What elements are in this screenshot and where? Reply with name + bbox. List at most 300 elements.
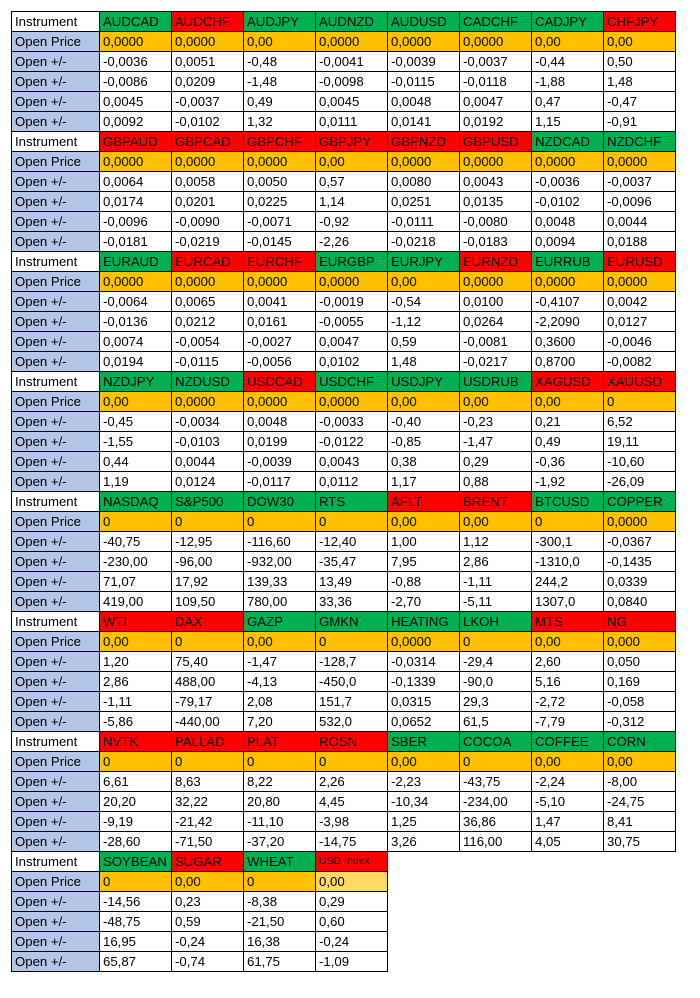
open-price-value: 0,0000 [316, 392, 388, 412]
open-change-value: -2,24 [532, 772, 604, 792]
open-change-value: 0,0194 [100, 352, 172, 372]
open-change-value: -0,45 [100, 412, 172, 432]
open-change-value: 0,38 [388, 452, 460, 472]
open-change-row [12, 292, 676, 312]
instrument-row [12, 732, 676, 752]
open-change-value: -440,00 [172, 712, 244, 732]
open-change-value: 17,92 [172, 572, 244, 592]
open-change-value: -0,0117 [244, 472, 316, 492]
open-price-value: 0 [460, 632, 532, 652]
instrument-name: NZDJPY [100, 372, 172, 392]
open-change-value: 0,0161 [244, 312, 316, 332]
instrument-name: COCOA [460, 732, 532, 752]
open-price-value: 0,0000 [460, 152, 532, 172]
instrument-name: AUDCHF [172, 12, 244, 32]
open-price-value: 0 [172, 752, 244, 772]
empty-cell [532, 852, 604, 872]
instrument-name: DAX [172, 612, 244, 632]
open-change-value: 5,16 [532, 672, 604, 692]
open-change-label: Open +/- [12, 212, 100, 232]
open-change-value: 1,47 [532, 812, 604, 832]
open-change-value: 0,0264 [460, 312, 532, 332]
open-change-row [12, 692, 676, 712]
open-price-value: 0 [100, 872, 172, 892]
instrument-name: GBPCAD [172, 132, 244, 152]
open-change-value: -0,24 [172, 932, 244, 952]
instrument-label: Instrument [12, 12, 100, 32]
open-price-value: 0,0000 [604, 272, 676, 292]
open-change-value: -2,70 [388, 592, 460, 612]
open-change-value: 0,29 [460, 452, 532, 472]
open-change-value: -1,09 [316, 952, 388, 972]
open-change-value: 1307,0 [532, 592, 604, 612]
open-change-value: 0,0199 [244, 432, 316, 452]
open-change-value: -0,0080 [460, 212, 532, 232]
open-price-value: 0,0000 [244, 272, 316, 292]
open-change-value: 0,0225 [244, 192, 316, 212]
instrument-label: Instrument [12, 372, 100, 392]
open-change-value: 0,0111 [316, 112, 388, 132]
open-change-value: -43,75 [460, 772, 532, 792]
open-change-row [12, 232, 676, 252]
open-price-value: 0,0000 [532, 272, 604, 292]
open-change-value: 0,0042 [604, 292, 676, 312]
open-change-value: 0,0043 [316, 452, 388, 472]
open-change-value: 1,19 [100, 472, 172, 492]
open-price-label: Open Price [12, 272, 100, 292]
open-change-value: 0,0209 [172, 72, 244, 92]
open-change-value: 6,61 [100, 772, 172, 792]
open-price-label: Open Price [12, 512, 100, 532]
open-change-value: -2,72 [532, 692, 604, 712]
open-change-value: 61,5 [460, 712, 532, 732]
open-change-value: -2,2090 [532, 312, 604, 332]
open-price-value: 0,00 [100, 392, 172, 412]
instrument-name: EURRUB [532, 252, 604, 272]
open-price-value: 0,0000 [388, 152, 460, 172]
open-change-value: -0,0034 [172, 412, 244, 432]
open-change-label: Open +/- [12, 552, 100, 572]
instrument-name: EURJPY [388, 252, 460, 272]
open-change-value: -0,0090 [172, 212, 244, 232]
open-change-value: -0,40 [388, 412, 460, 432]
instrument-name: EURGBP [316, 252, 388, 272]
open-change-value: -230,00 [100, 552, 172, 572]
open-change-label: Open +/- [12, 292, 100, 312]
open-change-row [12, 172, 676, 192]
open-price-row [12, 32, 676, 52]
empty-cell [460, 932, 532, 952]
instrument-name: EURCAD [172, 252, 244, 272]
instrument-name: GBPAUD [100, 132, 172, 152]
instrument-name: CORN [604, 732, 676, 752]
open-change-value: -0,0086 [100, 72, 172, 92]
open-change-value: 1,17 [388, 472, 460, 492]
open-change-value: 13,49 [316, 572, 388, 592]
open-change-value: 0,50 [604, 52, 676, 72]
instrument-name: NZDCAD [532, 132, 604, 152]
open-change-value: -0,48 [244, 52, 316, 72]
open-price-row [12, 152, 676, 172]
open-change-value: -79,17 [172, 692, 244, 712]
open-change-value: -0,92 [316, 212, 388, 232]
instrument-name: HEATING [388, 612, 460, 632]
instrument-name: COFFEE [532, 732, 604, 752]
open-change-row [12, 352, 676, 372]
empty-cell [604, 852, 676, 872]
open-change-value: 0,8700 [532, 352, 604, 372]
open-change-value: 151,7 [316, 692, 388, 712]
open-change-value: -0,0367 [604, 532, 676, 552]
open-price-value: 0,0000 [460, 32, 532, 52]
instrument-name: EURUSD [604, 252, 676, 272]
open-change-label: Open +/- [12, 52, 100, 72]
open-change-value: 139,33 [244, 572, 316, 592]
open-change-value: 0,57 [316, 172, 388, 192]
open-change-label: Open +/- [12, 692, 100, 712]
open-change-value: 0,0188 [604, 232, 676, 252]
instrument-label: Instrument [12, 732, 100, 752]
open-change-value: 0,0251 [388, 192, 460, 212]
open-change-value: -0,85 [388, 432, 460, 452]
open-change-value: 4,45 [316, 792, 388, 812]
empty-cell [460, 852, 532, 872]
open-change-label: Open +/- [12, 572, 100, 592]
open-price-value: 0 [100, 752, 172, 772]
open-change-row [12, 812, 676, 832]
open-price-value: 0,00 [100, 632, 172, 652]
open-change-value: -35,47 [316, 552, 388, 572]
open-change-value: -0,0181 [100, 232, 172, 252]
open-change-value: -0,0046 [604, 332, 676, 352]
open-change-value: 8,41 [604, 812, 676, 832]
open-change-value: -0,0098 [316, 72, 388, 92]
open-price-value: 0,00 [460, 512, 532, 532]
open-change-row [12, 892, 676, 912]
open-change-value: 0,0652 [388, 712, 460, 732]
open-price-label: Open Price [12, 392, 100, 412]
empty-cell [532, 912, 604, 932]
open-change-value: 0,0135 [460, 192, 532, 212]
open-change-label: Open +/- [12, 832, 100, 852]
open-price-value: 0,0000 [172, 392, 244, 412]
open-change-value: -21,50 [244, 912, 316, 932]
open-change-value: -0,1435 [604, 552, 676, 572]
instrument-name: LKOH [460, 612, 532, 632]
open-change-value: -0,0096 [100, 212, 172, 232]
empty-cell [460, 892, 532, 912]
instrument-name: AUDJPY [244, 12, 316, 32]
instrument-name: PALLAD [172, 732, 244, 752]
open-change-value: 0,0041 [244, 292, 316, 312]
open-change-row [12, 472, 676, 492]
open-price-label: Open Price [12, 152, 100, 172]
open-change-value: -0,0218 [388, 232, 460, 252]
open-price-value: 0,0000 [244, 392, 316, 412]
instrument-label: Instrument [12, 612, 100, 632]
open-price-value: 0,00 [532, 32, 604, 52]
empty-cell [604, 932, 676, 952]
open-price-value: 0,0000 [388, 32, 460, 52]
open-change-value: 0,0174 [100, 192, 172, 212]
open-change-value: 419,00 [100, 592, 172, 612]
instrument-name: GBPCHF [244, 132, 316, 152]
open-change-label: Open +/- [12, 232, 100, 252]
open-change-value: -0,23 [460, 412, 532, 432]
open-change-value: -0,1339 [388, 672, 460, 692]
open-change-value: -71,50 [172, 832, 244, 852]
open-change-value: 0,0047 [316, 332, 388, 352]
open-change-row [12, 712, 676, 732]
open-price-value: 0,00 [604, 752, 676, 772]
empty-cell [532, 952, 604, 972]
open-change-row [12, 672, 676, 692]
instrument-name: AUDCAD [100, 12, 172, 32]
open-change-row [12, 572, 676, 592]
open-change-value: -0,0039 [388, 52, 460, 72]
open-change-value: 3,26 [388, 832, 460, 852]
open-change-value: 0,050 [604, 652, 676, 672]
empty-cell [388, 932, 460, 952]
open-change-value: 71,07 [100, 572, 172, 592]
open-change-row [12, 532, 676, 552]
open-price-value: 0 [604, 392, 676, 412]
open-change-value: -0,88 [388, 572, 460, 592]
open-change-value: 2,60 [532, 652, 604, 672]
open-change-value: 2,86 [460, 552, 532, 572]
open-change-value: 116,00 [460, 832, 532, 852]
open-change-value: -5,11 [460, 592, 532, 612]
open-change-value: -234,00 [460, 792, 532, 812]
open-change-value: -9,19 [100, 812, 172, 832]
open-change-value: 0,0102 [316, 352, 388, 372]
open-change-value: -0,54 [388, 292, 460, 312]
open-change-value: 1,48 [388, 352, 460, 372]
open-change-value: -5,86 [100, 712, 172, 732]
open-price-value: 0,00 [388, 752, 460, 772]
open-change-value: 0,0048 [244, 412, 316, 432]
open-change-value: 488,00 [172, 672, 244, 692]
instrument-label: Instrument [12, 252, 100, 272]
empty-cell [388, 852, 460, 872]
open-change-label: Open +/- [12, 772, 100, 792]
open-change-value: 0,0840 [604, 592, 676, 612]
open-price-value: 0,0000 [244, 152, 316, 172]
open-change-value: 1,25 [388, 812, 460, 832]
open-price-value: 0,00 [388, 512, 460, 532]
instrument-label: Instrument [12, 132, 100, 152]
open-price-value: 0,00 [244, 32, 316, 52]
open-change-value: -14,75 [316, 832, 388, 852]
open-change-value: -2,26 [316, 232, 388, 252]
open-change-value: -1310,0 [532, 552, 604, 572]
instrument-name: WHEAT [244, 852, 316, 872]
instrument-name: ROSN [316, 732, 388, 752]
open-change-label: Open +/- [12, 432, 100, 452]
open-change-row [12, 52, 676, 72]
open-change-value: 0,59 [172, 912, 244, 932]
open-change-row [12, 832, 676, 852]
open-change-value: -24,75 [604, 792, 676, 812]
open-change-value: 2,08 [244, 692, 316, 712]
open-change-value: -0,47 [604, 92, 676, 112]
open-change-label: Open +/- [12, 712, 100, 732]
open-change-value: 0,88 [460, 472, 532, 492]
open-change-value: -0,0115 [172, 352, 244, 372]
empty-cell [604, 912, 676, 932]
open-price-value: 0,0000 [604, 152, 676, 172]
empty-cell [532, 872, 604, 892]
open-change-value: -0,0081 [460, 332, 532, 352]
instrument-name: GBPNZD [388, 132, 460, 152]
open-change-value: 0,0074 [100, 332, 172, 352]
open-price-value: 0 [244, 872, 316, 892]
open-change-value: -0,0033 [316, 412, 388, 432]
open-change-value: -300,1 [532, 532, 604, 552]
open-change-label: Open +/- [12, 72, 100, 92]
open-change-value: -0,0115 [388, 72, 460, 92]
open-change-value: 780,00 [244, 592, 316, 612]
open-price-value: 0 [172, 512, 244, 532]
open-price-value: 0,00 [604, 32, 676, 52]
instrument-name: NZDUSD [172, 372, 244, 392]
open-change-value: 0,49 [244, 92, 316, 112]
open-change-value: -0,0041 [316, 52, 388, 72]
empty-cell [388, 952, 460, 972]
instrument-name: BTCUSD [532, 492, 604, 512]
open-change-value: -0,0136 [100, 312, 172, 332]
open-change-value: -29,4 [460, 652, 532, 672]
open-change-value: 0,59 [388, 332, 460, 352]
open-price-value: 0 [316, 512, 388, 532]
instrument-name: EURCHF [244, 252, 316, 272]
open-change-value: -0,0036 [532, 172, 604, 192]
open-change-value: -0,44 [532, 52, 604, 72]
open-change-value: -0,0219 [172, 232, 244, 252]
open-price-value: 0,0000 [316, 272, 388, 292]
open-price-label: Open Price [12, 872, 100, 892]
open-change-row [12, 772, 676, 792]
open-change-value: 0,0065 [172, 292, 244, 312]
open-price-value: 0 [244, 752, 316, 772]
open-price-value: 0,00 [532, 752, 604, 772]
open-price-value: 0,000 [604, 632, 676, 652]
open-change-value: -0,0082 [604, 352, 676, 372]
open-change-value: -12,40 [316, 532, 388, 552]
open-change-value: 2,86 [100, 672, 172, 692]
open-change-value: 0,0051 [172, 52, 244, 72]
open-price-value: 0,00 [316, 872, 388, 892]
open-change-value: -1,55 [100, 432, 172, 452]
open-change-value: 0,0080 [388, 172, 460, 192]
open-price-row [12, 272, 676, 292]
open-change-row [12, 412, 676, 432]
open-change-value: -1,12 [388, 312, 460, 332]
open-change-value: 0,29 [316, 892, 388, 912]
open-change-value: -0,058 [604, 692, 676, 712]
open-change-value: 0,169 [604, 672, 676, 692]
open-change-label: Open +/- [12, 352, 100, 372]
open-change-value: 8,22 [244, 772, 316, 792]
open-change-label: Open +/- [12, 792, 100, 812]
open-change-value: 0,0100 [460, 292, 532, 312]
instrument-name: USD Index [316, 852, 388, 872]
open-change-value: 1,14 [316, 192, 388, 212]
open-change-row [12, 912, 676, 932]
open-change-value: -11,10 [244, 812, 316, 832]
open-change-value: 244,2 [532, 572, 604, 592]
instrument-name: GMKN [316, 612, 388, 632]
instrument-name: BRENT [460, 492, 532, 512]
open-change-value: 0,0339 [604, 572, 676, 592]
open-change-value: -0,0064 [100, 292, 172, 312]
instrument-name: CADJPY [532, 12, 604, 32]
open-change-row [12, 192, 676, 212]
open-change-value: 0,0044 [604, 212, 676, 232]
quotes-table-body [12, 12, 676, 972]
instrument-name: USDRUB [460, 372, 532, 392]
open-change-value: 0,0141 [388, 112, 460, 132]
open-change-value: -5,10 [532, 792, 604, 812]
open-change-value: 0,0045 [316, 92, 388, 112]
instrument-name: COPPER [604, 492, 676, 512]
open-change-value: 6,52 [604, 412, 676, 432]
instrument-label: Instrument [12, 492, 100, 512]
open-change-label: Open +/- [12, 332, 100, 352]
open-change-value: -96,00 [172, 552, 244, 572]
instrument-name: AUDNZD [316, 12, 388, 32]
open-change-value: -28,60 [100, 832, 172, 852]
open-change-value: -450,0 [316, 672, 388, 692]
open-change-value: -0,4107 [532, 292, 604, 312]
open-change-value: 109,50 [172, 592, 244, 612]
open-change-value: -0,0145 [244, 232, 316, 252]
open-change-value: 20,20 [100, 792, 172, 812]
open-change-value: 0,0127 [604, 312, 676, 332]
open-change-value: 1,48 [604, 72, 676, 92]
open-change-value: -8,00 [604, 772, 676, 792]
open-change-value: 8,63 [172, 772, 244, 792]
open-change-label: Open +/- [12, 112, 100, 132]
open-change-value: 0,0048 [388, 92, 460, 112]
open-change-value: -0,0056 [244, 352, 316, 372]
open-change-value: -48,75 [100, 912, 172, 932]
open-change-row [12, 932, 676, 952]
open-change-label: Open +/- [12, 932, 100, 952]
open-change-value: 0,0124 [172, 472, 244, 492]
open-change-value: 75,40 [172, 652, 244, 672]
open-change-value: -3,98 [316, 812, 388, 832]
open-change-value: -90,0 [460, 672, 532, 692]
open-change-row [12, 952, 676, 972]
instrument-name: NVTK [100, 732, 172, 752]
open-change-value: 30,75 [604, 832, 676, 852]
open-change-value: -0,0071 [244, 212, 316, 232]
open-change-value: 0,3600 [532, 332, 604, 352]
open-change-row [12, 552, 676, 572]
open-change-label: Open +/- [12, 952, 100, 972]
open-price-value: 0,00 [532, 632, 604, 652]
open-change-value: 29,3 [460, 692, 532, 712]
open-price-value: 0,00 [172, 872, 244, 892]
open-change-value: 0,0058 [172, 172, 244, 192]
open-change-label: Open +/- [12, 452, 100, 472]
instrument-name: AUDUSD [388, 12, 460, 32]
open-change-value: 16,95 [100, 932, 172, 952]
open-price-value: 0 [532, 512, 604, 532]
open-change-value: 1,20 [100, 652, 172, 672]
open-price-value: 0,0000 [172, 272, 244, 292]
